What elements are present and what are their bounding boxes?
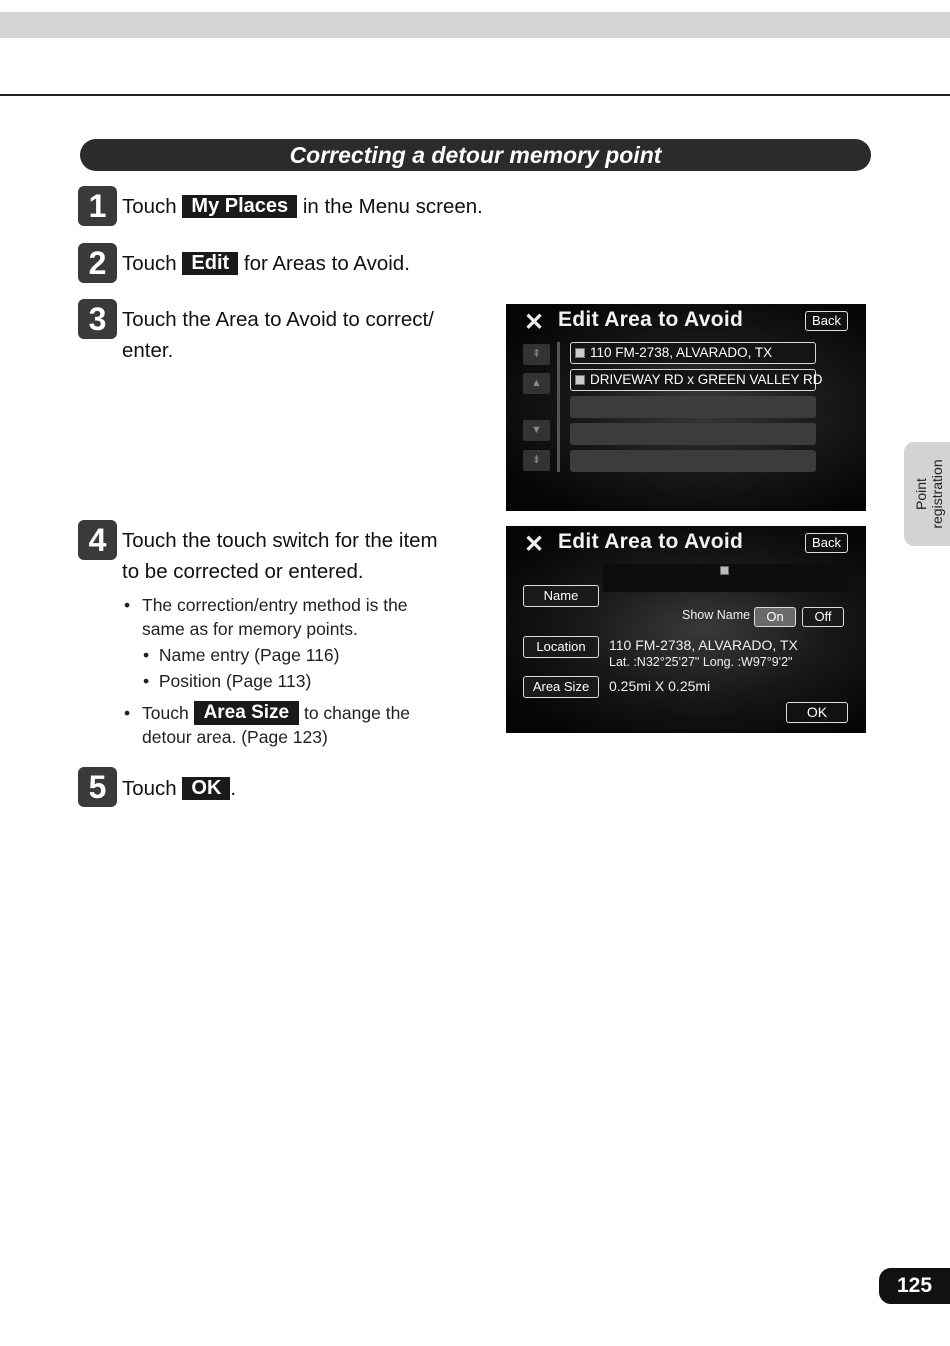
note-1-line-1: The correction/entry method is the xyxy=(142,595,408,615)
empty-list-item xyxy=(570,450,816,472)
show-name-off-button[interactable]: Off xyxy=(802,607,844,627)
side-tab-line-1: Point xyxy=(913,478,929,510)
bullet-dot: • xyxy=(124,703,131,723)
step-5-post: . xyxy=(230,777,237,800)
sub-bullet-text: Position (Page 113) xyxy=(158,671,312,691)
step-2-text xyxy=(122,248,410,279)
section-title: Correcting a detour memory point xyxy=(80,139,871,171)
checkbox-icon xyxy=(720,566,729,575)
page-up-icon[interactable]: ⇞ xyxy=(523,344,550,365)
edit-area-screen-detail xyxy=(506,526,866,733)
checkbox-icon xyxy=(575,348,585,358)
step-1-text xyxy=(122,191,483,222)
location-address: 110 FM-2738, ALVARADO, TX xyxy=(609,637,798,653)
step-3-text xyxy=(122,304,434,366)
ok-button-label: OK xyxy=(182,777,230,800)
sub-bullet-text: Name entry (Page 116) xyxy=(158,645,340,665)
scrollbar[interactable] xyxy=(557,342,560,472)
edit-button-label: Edit xyxy=(182,252,238,275)
step-3-number: 3 xyxy=(78,299,117,339)
side-tab-label xyxy=(913,444,945,544)
area-size-button-label: Area Size xyxy=(194,701,300,725)
close-icon[interactable]: ✕ xyxy=(524,309,545,336)
page-number: 125 xyxy=(879,1268,950,1304)
screen-title: Edit Area to Avoid xyxy=(558,308,744,331)
step-2-post: for Areas to Avoid. xyxy=(238,252,410,275)
empty-list-item xyxy=(570,423,816,445)
list-item-label: 110 FM-2738, ALVARADO, TX xyxy=(590,345,773,360)
list-item[interactable] xyxy=(570,369,823,391)
sub-bullet-name-entry xyxy=(143,642,339,668)
step-5-pre: Touch xyxy=(122,777,183,800)
step-1-pre: Touch xyxy=(122,195,183,218)
checkbox-icon xyxy=(575,375,585,385)
bullet-dot: • xyxy=(143,645,159,665)
screen-title-row xyxy=(506,526,866,560)
close-icon[interactable]: ✕ xyxy=(524,531,545,558)
screen-title: Edit Area to Avoid xyxy=(558,530,744,553)
back-button[interactable]: Back xyxy=(805,533,848,553)
area-size-button[interactable]: Area Size xyxy=(523,676,599,698)
section-side-tab xyxy=(904,442,950,546)
my-places-button-label: My Places xyxy=(182,195,297,218)
name-button[interactable]: Name xyxy=(523,585,599,607)
back-button[interactable]: Back xyxy=(805,311,848,331)
header-band xyxy=(0,12,950,38)
note-bullet-1 xyxy=(124,593,408,641)
step-2-pre: Touch xyxy=(122,252,183,275)
step-1-number: 1 xyxy=(78,186,117,226)
show-name-label: Show Name xyxy=(682,608,751,622)
step-4-text xyxy=(122,525,438,587)
step-1-post: in the Menu screen. xyxy=(297,195,483,218)
note-bullet-2 xyxy=(124,701,410,749)
sub-bullet-position xyxy=(143,668,311,694)
screen-title-row xyxy=(506,304,866,338)
bullet-dot: • xyxy=(124,595,131,615)
note-1-line-2: same as for memory points. xyxy=(142,619,358,639)
note-2-post: to change the xyxy=(299,703,411,723)
location-button[interactable]: Location xyxy=(523,636,599,658)
step-4-line-1: Touch the touch switch for the item xyxy=(122,529,438,552)
step-4-number: 4 xyxy=(78,520,117,560)
step-5-text xyxy=(122,773,236,804)
note-2-line-2: detour area. (Page 123) xyxy=(142,727,328,747)
side-tab-line-2: registration xyxy=(929,459,945,529)
page-down-icon[interactable]: ⇟ xyxy=(523,450,550,471)
list-item-label: DRIVEWAY RD x GREEN VALLEY RD xyxy=(590,372,823,387)
note-2-pre: Touch xyxy=(142,703,194,723)
location-coordinates: Lat. :N32°25'27" Long. :W97°9'2" xyxy=(609,655,793,669)
ok-button[interactable]: OK xyxy=(786,702,848,723)
edit-area-screen-list xyxy=(506,304,866,511)
note-2-line-1 xyxy=(142,701,410,725)
area-size-value: 0.25mi X 0.25mi xyxy=(609,678,711,694)
empty-list-item xyxy=(570,396,816,418)
show-name-on-button[interactable]: On xyxy=(754,607,796,627)
scroll-down-icon[interactable]: ▼ xyxy=(523,420,550,441)
bullet-dot: • xyxy=(143,671,159,691)
header-rule xyxy=(0,94,950,96)
step-5-number: 5 xyxy=(78,767,117,807)
step-4-line-2: to be corrected or entered. xyxy=(122,560,364,583)
list-item[interactable] xyxy=(570,342,816,364)
step-2-number: 2 xyxy=(78,243,117,283)
step-3-line-2: enter. xyxy=(122,339,174,362)
scroll-up-icon[interactable]: ▲ xyxy=(523,373,550,394)
step-3-line-1: Touch the Area to Avoid to correct/ xyxy=(122,308,434,331)
